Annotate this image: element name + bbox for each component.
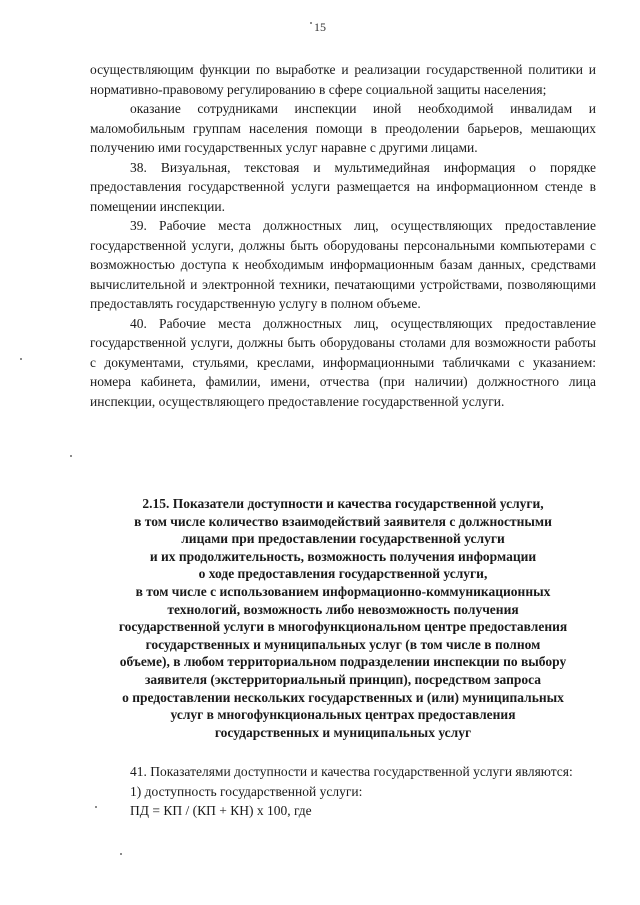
heading-line: государственных и муниципальных услуг (214, 724, 472, 740)
paragraph-39: 39. Рабочие места должностных лиц, осуществляющих предоставление государственной услуги, должны быть оборудованы персональными компьютерами с возможностью доступа к необходимым информационным базам данных, средствами вычислительной и электронной техники, печатающими устройствами, позволяющими предоставлять государственную услугу в полном объеме. (90, 218, 596, 311)
body-text (90, 60, 596, 411)
bottom-text (90, 762, 596, 821)
heading-line: о ходе предоставления государственной услуги, (198, 566, 488, 582)
heading-line: объеме), в любом территориальном подразделении инспекции по выбору (119, 654, 567, 670)
scan-speck (20, 358, 22, 360)
section-heading (90, 495, 596, 741)
paragraph: оказание сотрудниками инспекции иной необходимой инвалидам и маломобильным группам населения помощи в преодолении барьеров, мешающих получению ими государственных услуг наравне с другими лицами. (90, 101, 596, 155)
scan-speck (70, 455, 72, 457)
scan-speck (95, 806, 97, 808)
paragraph-40: 40. Рабочие места должностных лиц, осуществляющих предоставление государственной услуги, должны быть оборудованы столами для возможности работы с документами, стульями, креслами, информационными табличками с указанием: номера кабинета, фамилии, имени, отчества (при наличии) должностного лица инспекции, осуществляющего предоставление государственной услуги. (90, 315, 596, 409)
page-number: 15 (314, 20, 326, 34)
heading-line: заявителя (экстерриториальный принцип), посредством запроса (144, 671, 542, 687)
heading-line: в том числе количество взаимодействий заявителя с должностными (134, 513, 552, 529)
scan-speck (310, 22, 312, 24)
paragraph: осуществляющим функции по выработке и реализации государственной политики и нормативно-правовому регулированию в сфере социальной защиты населения; (90, 62, 596, 97)
heading-line: технологий, возможность либо невозможность получения (167, 601, 519, 617)
heading-line: и их продолжительность, возможность получения информации (149, 548, 537, 564)
scan-speck (120, 853, 122, 855)
list-item-1: 1) доступность государственной услуги: (130, 783, 363, 799)
heading-line: 2.15. Показатели доступности и качества государственной услуги, (142, 496, 544, 511)
heading-line: о предоставлении нескольких государственных и (или) муниципальных (122, 689, 564, 705)
heading-line: лицами при предоставлении государственной услуги (181, 531, 505, 547)
formula: ПД = КП / (КП + КН) х 100, где (130, 803, 312, 818)
heading-line: услуг в многофункциональных центрах предоставления (170, 707, 516, 723)
heading-line: государственных и муниципальных услуг (в том числе в полном (145, 636, 541, 652)
paragraph-41: 41. Показателями доступности и качества государственной услуги являются: (130, 764, 573, 779)
paragraph-38: 38. Визуальная, текстовая и мультимедийная информация о порядке предоставления государственной услуги размещается на информационном стенде в помещении инспекции. (90, 159, 596, 214)
heading-line: в том числе с использованием информационно-коммуникационных (135, 583, 551, 599)
heading-line: государственной услуги в многофункциональном центре предоставления (118, 619, 568, 635)
